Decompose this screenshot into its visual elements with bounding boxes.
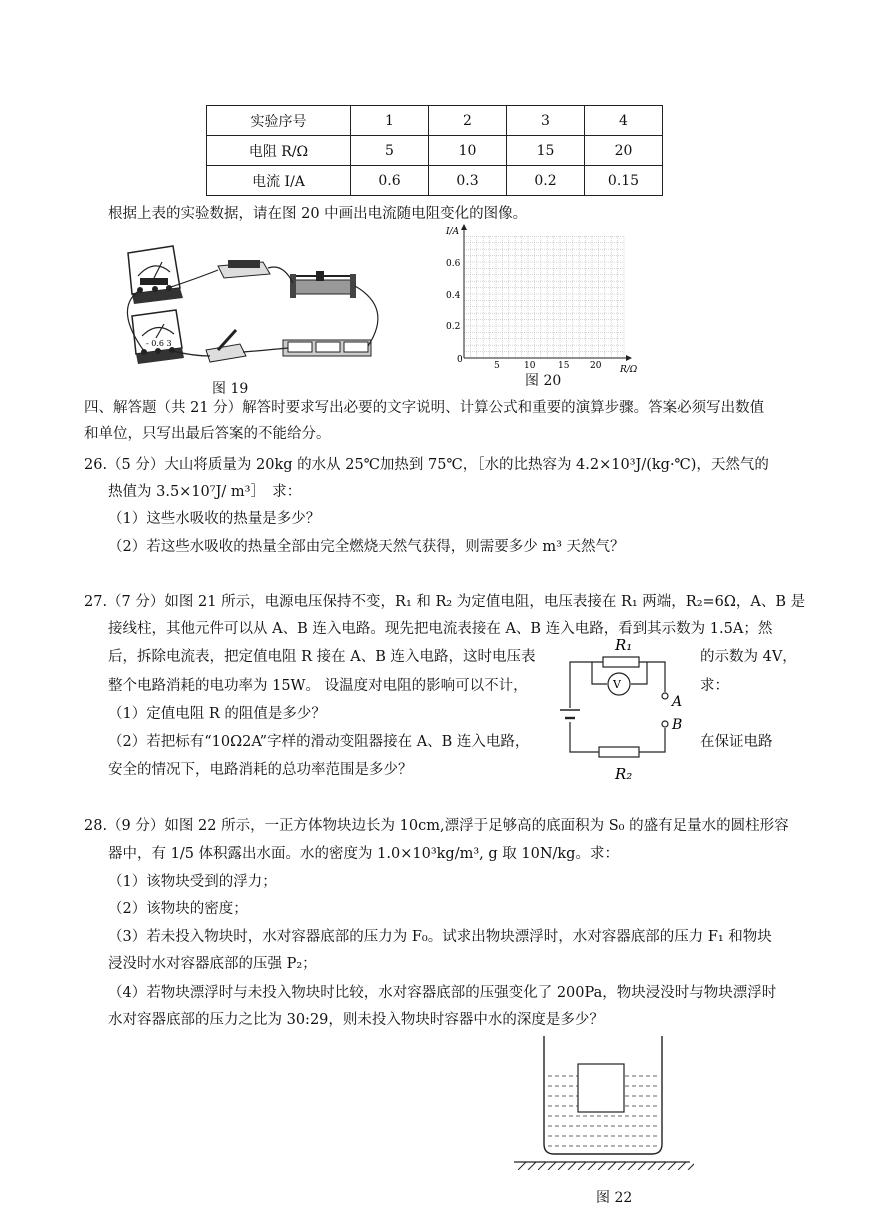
y-tick-label: 0.4	[446, 291, 461, 301]
table-header-cell: 电流 I/A	[207, 166, 351, 196]
q27-part-2: （2）若把标有“10Ω2A”字样的滑动变阻器接在 A、B 连入电路，	[108, 734, 530, 750]
y-tick-label: 0.2	[446, 322, 461, 332]
q28-part-2: （2）该物块的密度；	[108, 901, 248, 917]
q27-part-2-cont: 在保证电路	[700, 734, 773, 750]
x-tick-label: 10	[524, 361, 536, 371]
experiment-table	[206, 105, 663, 196]
table-cell: 10	[429, 136, 507, 166]
q28-text-cont: 器中，有 1/5 体积露出水面。水的密度为 1.0×10³kg/m³, g 取 10N/kg。求：	[108, 846, 619, 862]
q26-text-cont: 热值为 3.5×10⁷J/ m³］ 求：	[108, 484, 302, 500]
table-cell: 15	[507, 136, 585, 166]
table-cell: 3	[507, 106, 585, 136]
q27-part-2-cont: 安全的情况下，电路消耗的总功率范围是多少？	[108, 762, 413, 778]
table-cell: 4	[585, 106, 663, 136]
table-header-cell: 电阻 R/Ω	[207, 136, 351, 166]
x-tick-label: 5	[494, 361, 500, 371]
q27-part-1: （1）定值电阻 R 的阻值是多少？	[108, 706, 326, 722]
table-header-cell: 实验序号	[207, 106, 351, 136]
resistor-icon	[218, 260, 270, 278]
y-tick-label: 0.6	[446, 259, 461, 269]
table-cell: 0.15	[585, 166, 663, 196]
q26-part-1: （1）这些水吸收的热量是多少？	[108, 511, 321, 527]
instruction-text: 根据上表的实验数据，请在图 20 中画出电流随电阻变化的图像。	[108, 206, 528, 222]
figure-22-caption: 图 22	[596, 1190, 633, 1206]
q27-text-cont: 接线柱，其他元件可以从 A、B 连入电路。现先把电流表接在 A、B 连入电路，看到其示数为 1.5A；然	[108, 621, 773, 637]
q28-part-3-cont: 浸没时水对容器底部的压强 P₂；	[108, 956, 317, 972]
table-cell: 0.2	[507, 166, 585, 196]
ammeter-icon	[128, 246, 183, 304]
table-cell: 5	[351, 136, 429, 166]
section-4-header-cont: 和单位，只写出最后答案的不能给分。	[84, 426, 331, 442]
switch-icon	[206, 330, 246, 362]
y-axis-label: I/A	[446, 227, 460, 237]
voltmeter-icon	[132, 310, 184, 364]
figure-21-circuit	[555, 636, 695, 786]
table-cell: 1	[351, 106, 429, 136]
battery-icon	[283, 340, 371, 356]
section-4-header: 四、解答题（共 21 分）解答时要求写出必要的文字说明、计算公式和重要的演算步骤。答案必须写出数值	[84, 400, 765, 416]
table-row	[207, 136, 663, 166]
table-cell: 20	[585, 136, 663, 166]
figure-20-caption: 图 20	[525, 373, 562, 389]
terminal-b-label: B	[672, 717, 683, 733]
q26-text: 26.（5 分）大山将质量为 20kg 的水从 25℃加热到 75℃，［水的比热容为 4.2×10³J/(kg·℃)，天然气的	[84, 457, 769, 473]
grid-lines	[464, 236, 624, 358]
table-cell: 0.3	[429, 166, 507, 196]
q27-text: 27.（7 分）如图 21 所示，电源电压保持不变，R₁ 和 R₂ 为定值电阻，电压表接在 R₁ 两端，R₂=6Ω，A、B 是	[84, 594, 806, 610]
q28-part-3: （3）若未投入物块时，水对容器底部的压力为 F₀。试求出物块漂浮时，水对容器底部的压力 F₁ 和物块	[108, 929, 772, 945]
q27-text-cont: 整个电路消耗的电功率为 15W。 设温度对电阻的影响可以不计，	[108, 678, 528, 694]
figure-22-container	[514, 1036, 694, 1170]
q27-text-cont: 求：	[700, 678, 729, 694]
q28-part-1: （1）该物块受到的浮力；	[108, 874, 277, 890]
q28-part-4: （4）若物块漂浮时与未投入物块时比较，水对容器底部的压强变化了 200Pa，物块浸没时与物块漂浮时	[108, 985, 777, 1001]
x-axis-label: R/Ω	[620, 365, 638, 374]
q28-part-4-cont: 水对容器底部的压力之比为 30:29，则未投入物块时容器中水的深度是多少？	[108, 1012, 604, 1028]
x-tick-label: 15	[558, 361, 570, 371]
ground-hatching	[518, 1162, 694, 1170]
q27-text-cont: 后，拆除电流表，把定值电阻 R 接在 A、B 连入电路，这时电压表	[108, 649, 536, 665]
y-axis-arrow	[461, 224, 467, 230]
x-axis-arrow	[626, 355, 632, 361]
terminal-a-label: A	[672, 694, 683, 710]
q27-text-cont: 的示数为 4V，	[700, 649, 797, 665]
q26-part-2: （2）若这些水吸收的热量全部由完全燃烧天然气获得，则需要多少 m³ 天然气？	[108, 539, 625, 555]
figure-19-caption: 图 19	[212, 381, 249, 397]
svg-text:- 0.6 3: - 0.6 3	[146, 339, 172, 348]
x-tick-label: 20	[590, 361, 602, 371]
floating-block	[578, 1064, 624, 1112]
y-tick-label: 0	[457, 355, 463, 365]
table-row	[207, 106, 663, 136]
r2-label: R₂	[615, 765, 633, 783]
table-row	[207, 166, 663, 196]
table-cell: 2	[429, 106, 507, 136]
rheostat-icon	[290, 271, 356, 298]
table-cell: 0.6	[351, 166, 429, 196]
figure-19-apparatus	[118, 238, 388, 368]
figure-20-grid	[440, 222, 640, 374]
q28-text: 28.（9 分）如图 22 所示，一正方体物块边长为 10cm,漂浮于足够高的底面积为 S₀ 的盛有足量水的圆柱形容	[84, 818, 789, 834]
voltmeter-label: V	[613, 678, 621, 691]
r1-label: R₁	[615, 636, 633, 654]
